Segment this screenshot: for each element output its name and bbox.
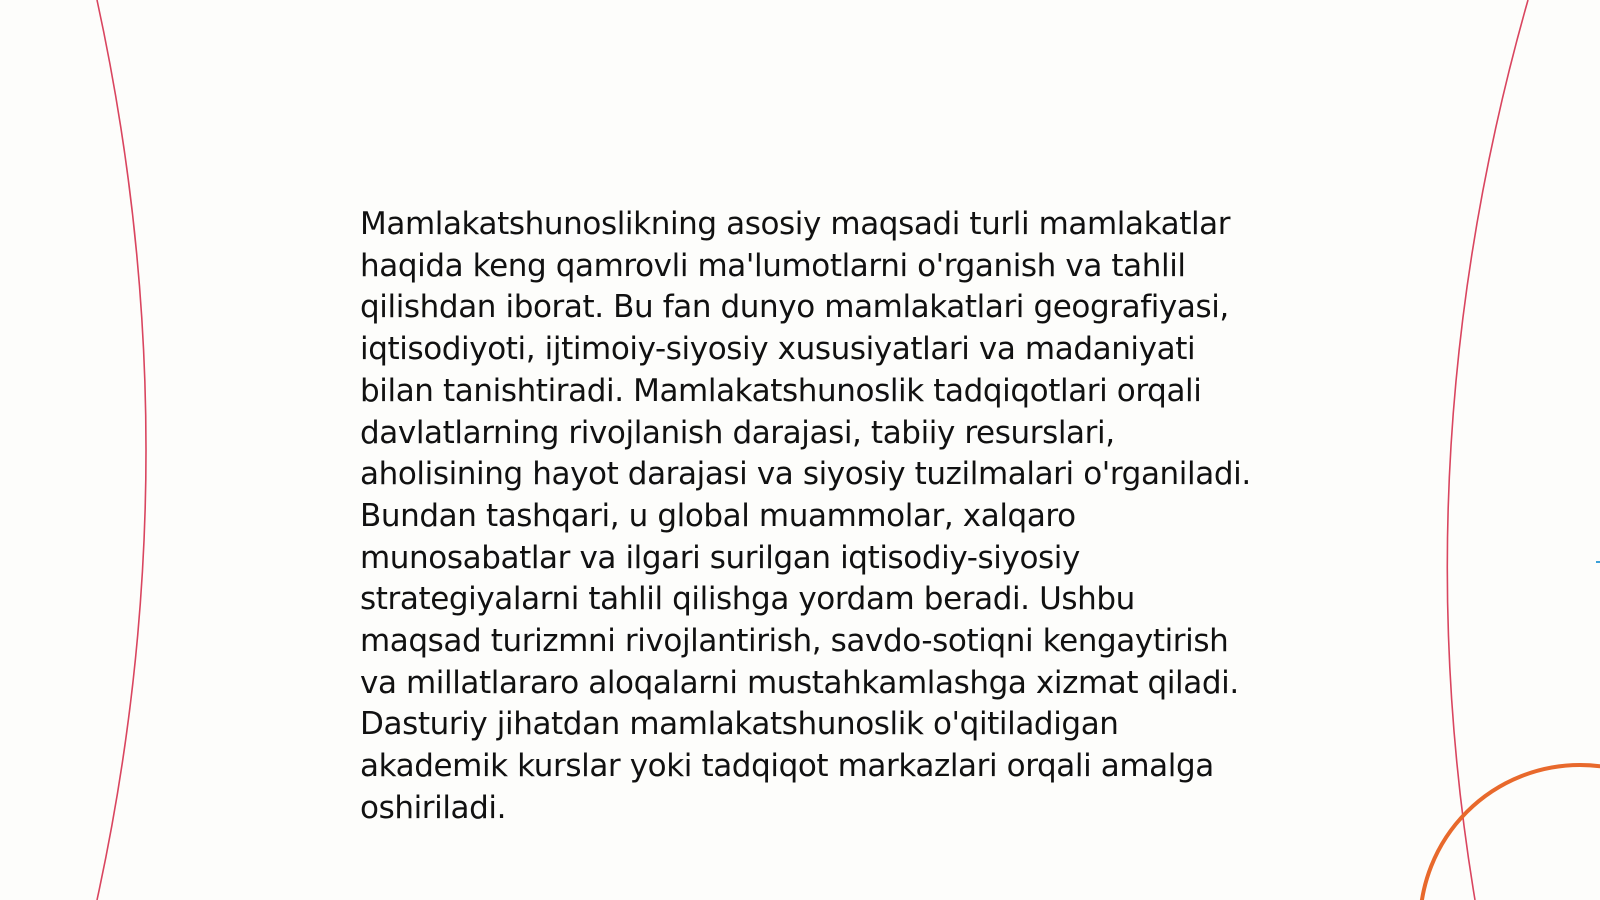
- slide-body-text: Mamlakatshunoslikning asosiy maqsadi turli mamlakatlar haqida keng qamrovli ma'lumotlarni o'rganish va tahlil qilishdan iborat. Bu fan dunyo mamlakatlari geografiyasi, iqtisodiyoti, ijtimoiy-siyosiy xususiyatlari va madaniyati bilan tanishtiradi. Mamlakatshunoslik tadqiqotlari orqali davlatlarning rivojlanish darajasi, tabiiy resurslari, aholisining hayot darajasi va siyosiy tuzilmalari o'rganiladi. Bundan tashqari, u global muammolar, xalqaro munosabatlar va ilgari surilgan iqtisodiy-siyosiy strategiyalarni tahlil qilishga yordam beradi. Ushbu maqsad turizmni rivojlantirish, savdo-sotiqni kengaytirish va millatlararo aloqalarni mustahkamlashga xizmat qiladi. Dasturiy jihatdan mamlakatshunoslik o'qitiladigan akademik kurslar yoki tadqiqot markazlari orqali amalga oshiriladi.: [360, 206, 1251, 826]
- left-arc-line: [97, 0, 146, 900]
- right-arc-line: [1447, 0, 1528, 900]
- orange-circle-outline: [1420, 765, 1600, 900]
